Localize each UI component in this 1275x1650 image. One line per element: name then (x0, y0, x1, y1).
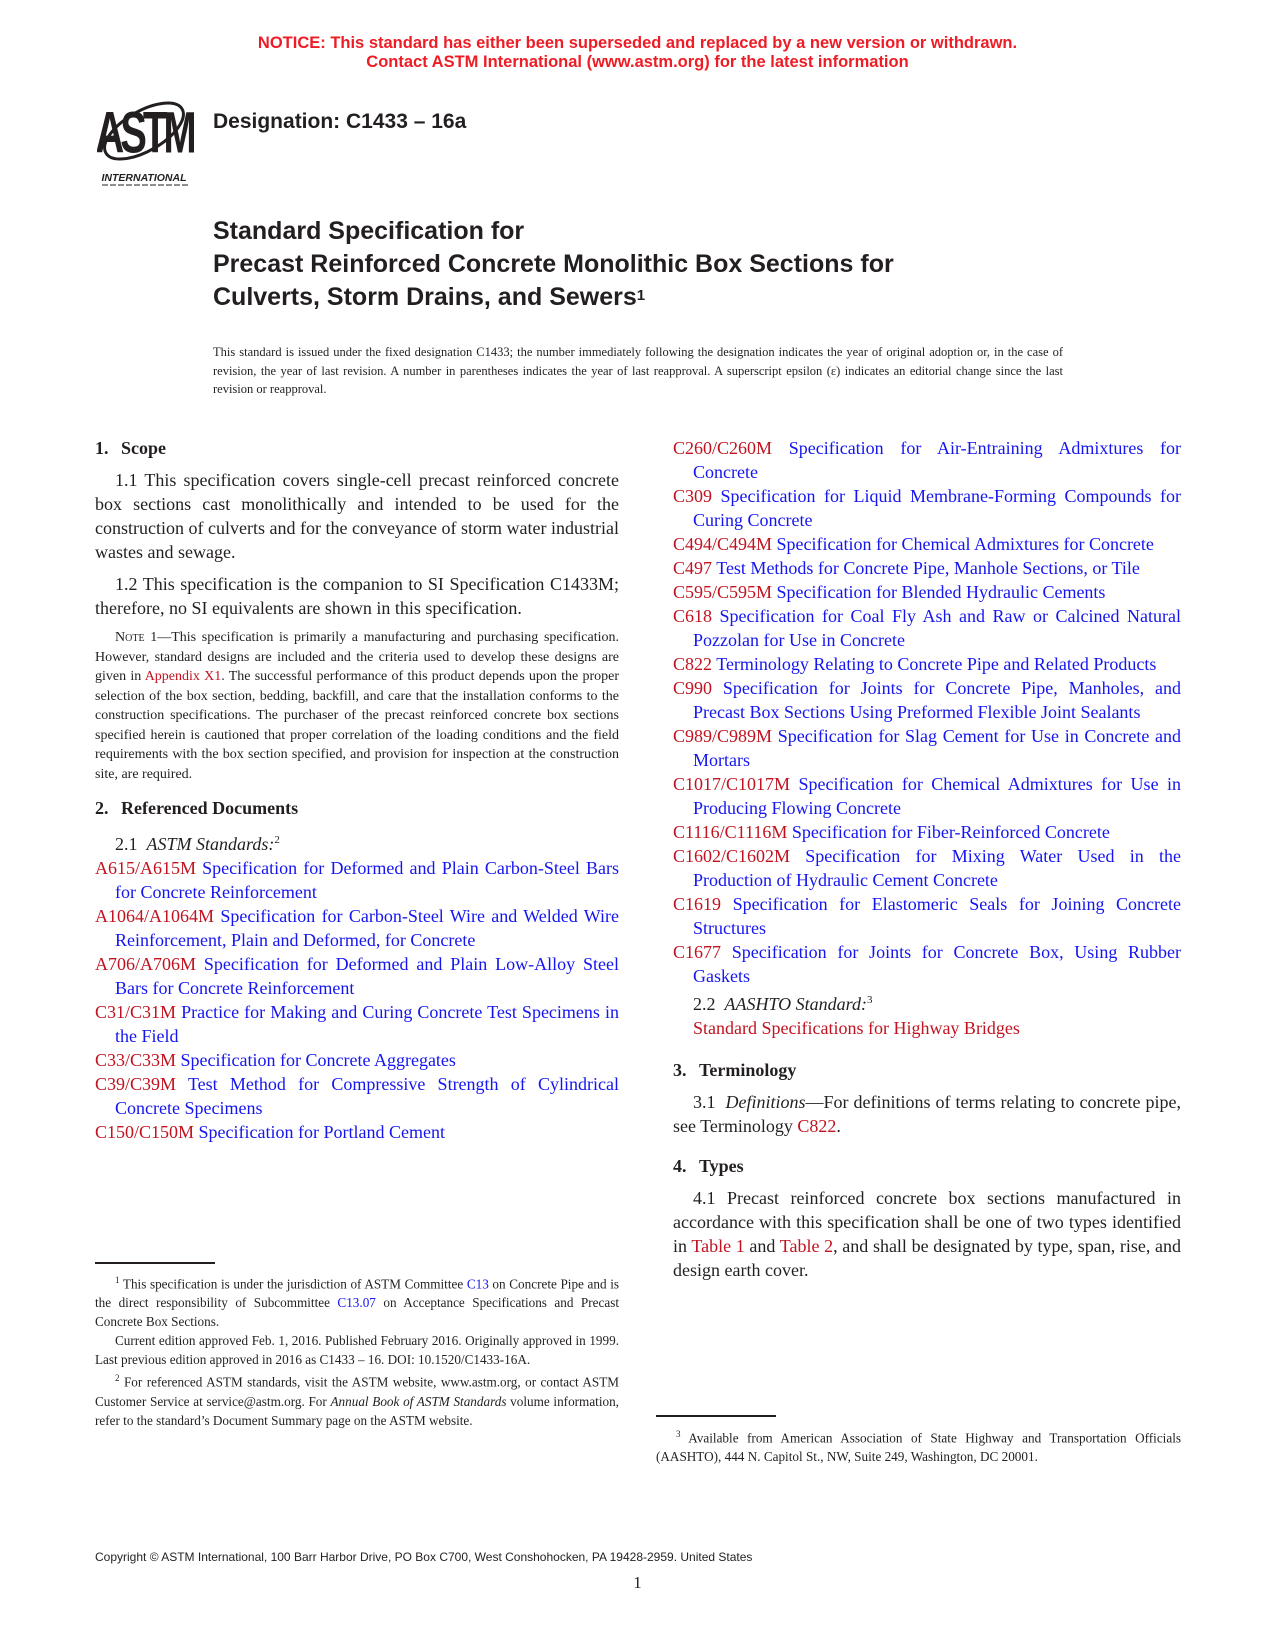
copyright-footer: Copyright © ASTM International, 100 Barr Harbor Drive, PO Box C700, West Conshohocken, PA 19428-2959. United States (95, 1550, 753, 1564)
issuance-statement: This standard is issued under the fixed designation C1433; the number immediately following the designation indicates the year of original adoption or, in the case of revision, the year of last revision. A number in parentheses indicates the year of last reapproval. A superscript epsilon (ε) indicates an editorial change since the last revision or reapproval. (213, 345, 1063, 396)
para-number: 3.1 (693, 1092, 716, 1112)
ref-title[interactable]: Specification for Portland Cement (198, 1122, 445, 1142)
paragraph-3-1 (673, 1090, 1181, 1138)
ref-code[interactable]: C260/C260M (673, 438, 773, 458)
ref-code[interactable]: C595/C595M (673, 582, 773, 602)
ref-code[interactable]: A706/A706M (95, 954, 197, 974)
note-text: —This specification is primarily a manufacturing and purchasing specification. However, standard designs are included and the criteria used to develop these designs are given in (95, 630, 619, 684)
ref-code[interactable]: C33/C33M (95, 1050, 177, 1070)
table-1-link[interactable]: Table 1 (691, 1236, 745, 1256)
ref-title[interactable]: Test Method for Compressive Strength of Cylindrical Concrete Specimens (115, 1074, 619, 1118)
reference-item[interactable] (95, 904, 619, 952)
footnote-2-text: For referenced ASTM standards, visit the ASTM website, www.astm.org, or contact ASTM Customer Service at service@astm.org. For (95, 1374, 619, 1409)
footnotes-right (656, 1425, 1181, 1466)
astm-standards-subheading (115, 828, 619, 856)
ref-code[interactable]: C989/C989M (673, 726, 773, 746)
reference-item[interactable] (673, 820, 1181, 844)
table-2-link[interactable]: Table 2 (779, 1236, 834, 1256)
svg-text:INTERNATIONAL: INTERNATIONAL (101, 172, 187, 184)
astm-logo-icon (97, 86, 202, 186)
footnote-1-edition: Current edition approved Feb. 1, 2016. Published February 2016. Originally approved in 1999. Last previous edition approved in 2016 as C1433 – 16. DOI: 10.1520/C1433-16A. (95, 1333, 619, 1368)
title-footnote-mark[interactable]: 1 (636, 287, 646, 304)
footnote-3-text: Available from American Association of State Highway and Transportation Officials (AASHTO), 444 N. Capitol St., NW, Suite 249, Washington, DC 20001. (656, 1430, 1181, 1465)
footnote-divider (95, 1262, 215, 1264)
supersede-notice (0, 34, 1275, 72)
footnote-mark-3[interactable]: 3 (867, 994, 873, 1006)
title-line-2: Precast Reinforced Concrete Monolithic Box Sections for (213, 250, 894, 278)
ref-title[interactable]: Specification for Elastomeric Seals for Joining Concrete Structures (693, 894, 1181, 938)
right-column (673, 436, 1181, 1290)
reference-item[interactable] (673, 532, 1181, 556)
ref-title[interactable]: Practice for Making and Curing Concrete Test Specimens in the Field (115, 1002, 619, 1046)
ref-code[interactable]: A615/A615M (95, 858, 197, 878)
ref-title[interactable]: Specification for Deformed and Plain Low-Alloy Steel Bars for Concrete Reinforcement (115, 954, 619, 998)
title-line-1: Standard Specification for (213, 217, 525, 245)
ref-code[interactable]: C1602/C1602M (673, 846, 791, 866)
ref-code[interactable]: C1017/C1017M (673, 774, 791, 794)
reference-item[interactable] (673, 676, 1181, 724)
footnote-2-mark: 2 (115, 1373, 120, 1384)
footnote-divider (656, 1415, 776, 1417)
ref-code[interactable]: C309 (673, 486, 713, 506)
sub-number: 2.1 (115, 834, 138, 854)
ref-code[interactable]: C1619 (673, 894, 722, 914)
ref-title[interactable]: Test Methods for Concrete Pipe, Manhole Sections, or Tile (716, 558, 1140, 578)
reference-item[interactable] (95, 1000, 619, 1048)
ref-title[interactable]: Specification for Liquid Membrane-Forming Compounds for Curing Concrete (693, 486, 1182, 530)
svg-text:ASTM: ASTM (97, 100, 193, 166)
reference-item[interactable] (673, 844, 1181, 892)
para-text-end: , and shall be designated by type, span, rise, and design earth cover. (673, 1236, 1182, 1280)
ref-code[interactable]: C822 (673, 654, 713, 674)
left-column (95, 436, 619, 1144)
ref-title[interactable]: Specification for Chemical Admixtures for Concrete (776, 534, 1154, 554)
para-text-mid: and (744, 1236, 780, 1256)
committee-link[interactable]: C13 (466, 1276, 489, 1292)
definitions-label: Definitions (725, 1092, 806, 1112)
reference-item[interactable] (673, 724, 1181, 772)
ref-title[interactable]: Specification for Blended Hydraulic Cements (776, 582, 1106, 602)
ref-title[interactable]: Specification for Deformed and Plain Carbon-Steel Bars for Concrete Reinforcement (115, 858, 619, 902)
footnote-1-text-cont: on Concrete Pipe and is the direct responsibility of Subcommittee (95, 1276, 619, 1311)
c822-link[interactable]: C822 (797, 1116, 837, 1136)
paragraph-1-2: 1.2 This specification is the companion to SI Specification C1433M; therefore, no SI equivalents are shown in this specification. (95, 574, 619, 618)
ref-title[interactable]: Specification for Air-Entraining Admixtures for Concrete (693, 438, 1181, 482)
ref-title[interactable]: Specification for Coal Fly Ash and Raw or Calcined Natural Pozzolan for Use in Concrete (693, 606, 1182, 650)
ref-title[interactable]: Specification for Fiber-Reinforced Concrete (791, 822, 1110, 842)
paragraph-1-1: 1.1 This specification covers single-cell precast reinforced concrete box sections cast monolithically and intended to be used for the construction of culverts and for the conveyance of storm water industrial wastes and sewage. (95, 470, 619, 562)
reference-item[interactable] (95, 1072, 619, 1120)
astm-logo (97, 86, 202, 186)
ref-code[interactable]: C39/C39M (95, 1074, 177, 1094)
para-end: . (836, 1116, 841, 1136)
paragraph-4-1 (673, 1186, 1181, 1282)
section-number: 3. (673, 1060, 687, 1080)
reference-item[interactable] (95, 1048, 619, 1072)
ref-title[interactable]: Specification for Mixing Water Used in the Production of Hydraulic Cement Concrete (693, 846, 1181, 890)
note-label: Note 1 (115, 630, 158, 645)
aashto-subheading (693, 988, 1181, 1016)
ref-code[interactable]: C497 (673, 558, 713, 578)
section-number: 4. (673, 1156, 687, 1176)
ref-code[interactable]: C618 (673, 606, 713, 626)
ref-title[interactable]: Specification for Joints for Concrete Pipe, Manholes, and Precast Box Sections Using Preformed Flexible Joint Sealants (693, 678, 1182, 722)
notice-line-2: Contact ASTM International (www.astm.org) for the latest information (366, 53, 909, 71)
ref-title[interactable]: Specification for Chemical Admixtures for Use in Producing Flowing Concrete (693, 774, 1181, 818)
page-number: 1 (633, 1573, 642, 1592)
reference-item[interactable] (673, 940, 1181, 988)
reference-item[interactable] (673, 604, 1181, 652)
ref-title[interactable]: Terminology Relating to Concrete Pipe and Related Products (716, 654, 1157, 674)
reference-item[interactable] (95, 856, 619, 904)
section-heading-types (673, 1154, 1181, 1178)
notice-line-1: NOTICE: This standard has either been superseded and replaced by a new version or withdrawn. (257, 34, 1018, 52)
footnote-2 (95, 1369, 619, 1429)
footnote-3 (656, 1425, 1181, 1466)
reference-item[interactable] (95, 1120, 619, 1144)
para-text: 4.1 Precast reinforced concrete box sections manufactured in accordance with this specification shall be one of two types identified in (673, 1188, 1181, 1256)
ref-code[interactable]: C494/C494M (673, 534, 773, 554)
document-title (213, 215, 894, 314)
footnote-1 (95, 1271, 619, 1331)
sub-label: AASHTO Standard: (724, 994, 868, 1014)
sub-label: ASTM Standards: (146, 834, 275, 854)
para-text: —For definitions of terms relating to concrete pipe, see Terminology (673, 1092, 1182, 1136)
annual-book-title: Annual Book of ASTM Standards (330, 1393, 507, 1409)
reference-item[interactable] (95, 952, 619, 1000)
ref-code[interactable]: C1116/C1116M (673, 822, 788, 842)
note-text-cont: . The successful performance of this product depends upon the proper selection of the box section, bedding, backfill, and care that the installation conforms to the construction specifications. The purchaser of the precast reinforced concrete box sections specified herein is cautioned that proper correlation of the loading conditions and the field requirements with the box section specified, and provision for inspection at the construction site, are required. (95, 669, 619, 782)
footnotes-left (95, 1271, 619, 1430)
reference-item[interactable] (673, 556, 1181, 580)
sub-number: 2.2 (693, 994, 716, 1014)
footnote-1-mark: 1 (115, 1275, 120, 1285)
ref-code[interactable]: C990 (673, 678, 713, 698)
ref-title[interactable]: Specification for Carbon-Steel Wire and Welded Wire Reinforcement, Plain and Deformed, for Concrete (115, 906, 620, 950)
reference-item[interactable] (673, 436, 1181, 484)
title-line-3 (213, 281, 894, 314)
section-title: Referenced Documents (121, 798, 299, 818)
note-1 (95, 628, 619, 784)
ref-title[interactable]: Specification for Joints for Concrete Box, Using Rubber Gaskets (693, 942, 1181, 986)
section-number: 1. (95, 438, 109, 458)
ref-code[interactable]: C31/C31M (95, 1002, 177, 1022)
designation: Designation: C1433 – 16a (213, 110, 467, 133)
footnote-mark-2[interactable]: 2 (274, 834, 280, 846)
subcommittee-link[interactable]: C13.07 (337, 1295, 376, 1311)
reference-item[interactable] (673, 772, 1181, 820)
ref-title[interactable]: Specification for Concrete Aggregates (180, 1050, 456, 1070)
appendix-link[interactable]: Appendix X1 (144, 669, 222, 684)
reference-item[interactable] (673, 652, 1181, 676)
ref-code[interactable]: C1677 (673, 942, 722, 962)
section-title: Types (699, 1156, 744, 1176)
section-number: 2. (95, 798, 109, 818)
footnote-1-text-end: on Acceptance Specifications and Precast Concrete Box Sections. (95, 1295, 619, 1330)
footnote-1-text: This specification is under the jurisdiction of ASTM Committee (119, 1276, 467, 1292)
section-title: Scope (121, 438, 166, 458)
ref-code[interactable]: C150/C150M (95, 1122, 195, 1142)
footnote-3-mark: 3 (676, 1429, 681, 1439)
reference-item[interactable] (673, 580, 1181, 604)
title-line-3-text: Culverts, Storm Drains, and Sewers (213, 283, 637, 311)
section-title: Terminology (699, 1060, 797, 1080)
footnote-2-text-end: volume information, refer to the standard’s Document Summary page on the ASTM website. (95, 1393, 619, 1428)
section-heading-refdocs (95, 796, 619, 820)
reference-item[interactable] (673, 484, 1181, 532)
section-heading-terminology (673, 1058, 1181, 1082)
reference-item[interactable] (673, 892, 1181, 940)
section-heading-scope (95, 436, 619, 460)
ref-title[interactable]: Specification for Slag Cement for Use in Concrete and Mortars (693, 726, 1182, 770)
aashto-reference-link[interactable]: Standard Specifications for Highway Bridges (693, 1018, 1020, 1038)
ref-code[interactable]: A1064/A1064M (95, 906, 215, 926)
